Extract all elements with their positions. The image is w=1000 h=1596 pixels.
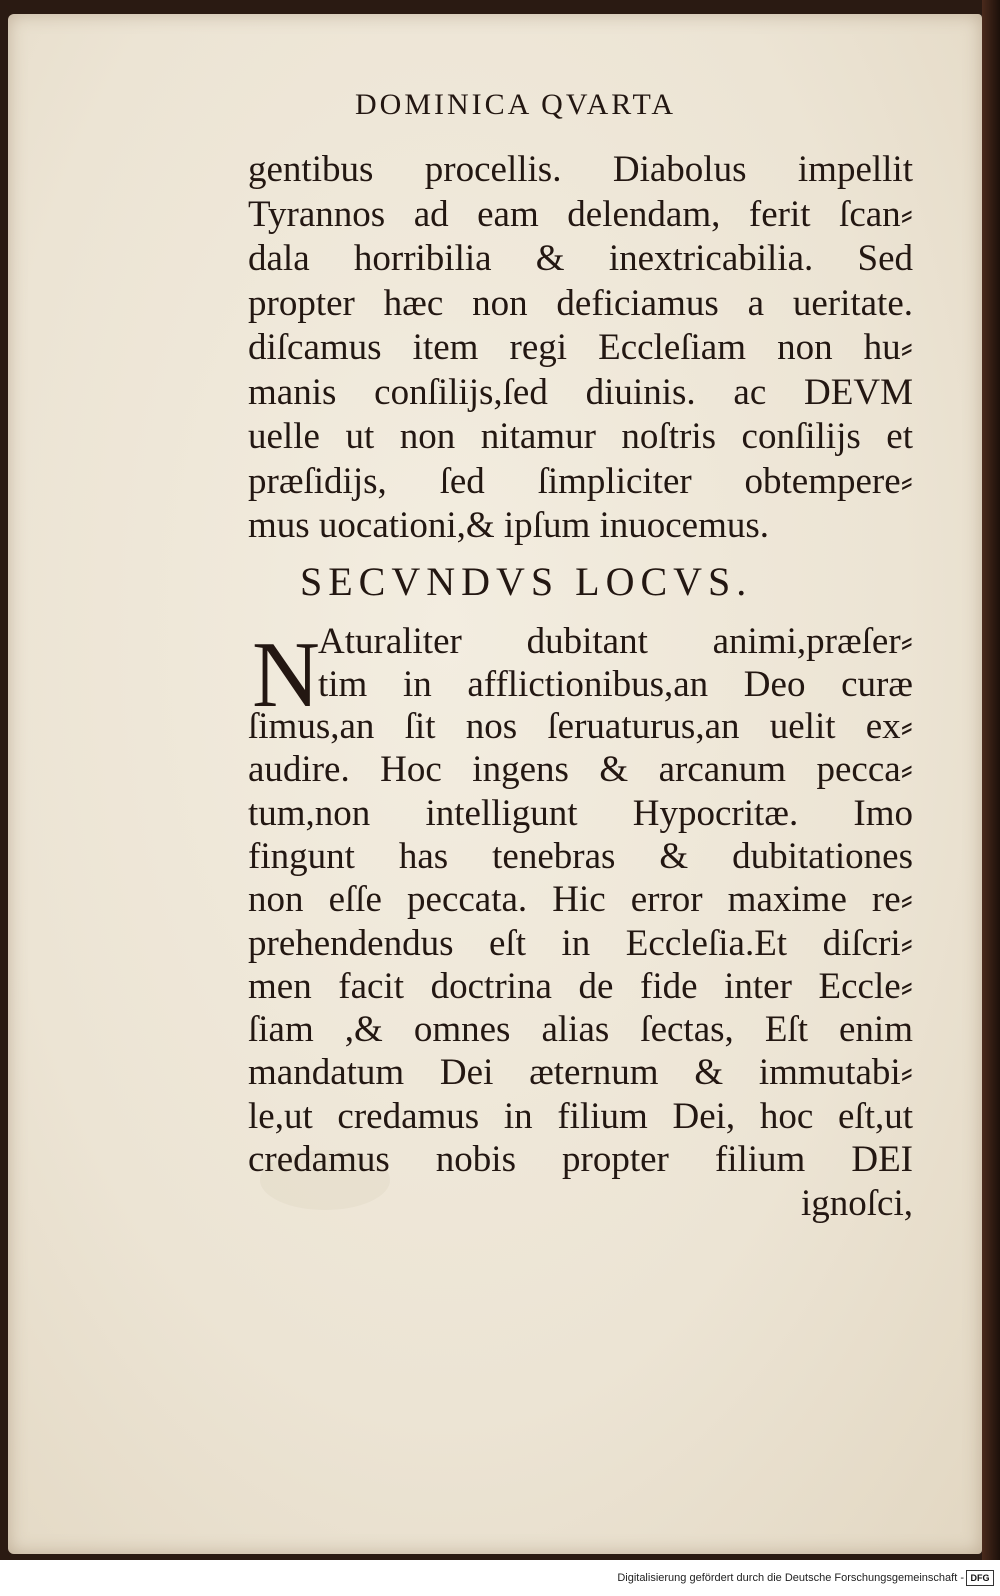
text-line: præſidijs, ſed ſimpliciter obtempere⸗ (248, 460, 913, 502)
text-line: diſcamus item regi Eccleſiam non hu⸗ (248, 327, 913, 368)
text-line: men facit doctrina de fide inter Eccle⸗ (248, 965, 913, 1007)
text-line: Aturaliter dubitant animi,præſer⸗ (318, 621, 913, 662)
text-line: fingunt has tenebras & dubitationes (248, 835, 913, 877)
text-line: dala horribilia & inextricabilia. Sed (248, 238, 913, 279)
text-line: Tyrannos ad eam delendam, ferit ſcan⸗ (248, 193, 913, 235)
section-heading: SECVNDVS LOCVS. (300, 559, 753, 604)
running-head: DOMINICA QVARTA (355, 88, 677, 121)
book-edge (982, 0, 1000, 1560)
text-line: uelle ut non nitamur noſtris conſilijs et (248, 416, 913, 457)
text-line: ſimus,an ſit nos ſeruaturus,an uelit ex⸗ (248, 706, 913, 747)
text-line: credamus nobis propter filium DEI (248, 1139, 913, 1180)
text-line: tum,non intelligunt Hypocritæ. Imo (248, 792, 913, 834)
dfg-logo: DFG (966, 1570, 994, 1586)
text-line: propter hæc non deficiamus a ueritate. (248, 282, 913, 324)
text-line: non eſſe peccata. Hic error maxime re⸗ (248, 879, 913, 921)
text-line: gentibus procellis. Diabolus impellit (248, 149, 913, 190)
text-line: le,ut credamus in filium Dei, hoc eſt,ut (248, 1095, 913, 1137)
text-line: manis conſilijs,ſed diuinis. ac DEVM (248, 371, 913, 413)
text-line: prehendendus eſt in Eccleſia.Et diſcri⸗ (248, 922, 913, 964)
funding-note: Digitalisierung gefördert durch die Deutsche Forschungsgemeinschaft - (617, 1572, 964, 1584)
text-line: mandatum Dei æternum & immutabi⸗ (248, 1052, 913, 1094)
text-line: mus uocationi,& ipſum inuocemus. (248, 505, 770, 546)
drop-cap: N (252, 623, 320, 727)
text-line: audire. Hoc ingens & arcanum pecca⸗ (248, 749, 913, 791)
text-line: ſiam ,& omnes alias ſectas, Eſt enim (248, 1009, 913, 1051)
catchword: ignoſci, (800, 1183, 913, 1224)
text-line: tim in afflictionibus,an Deo curæ (318, 663, 913, 705)
